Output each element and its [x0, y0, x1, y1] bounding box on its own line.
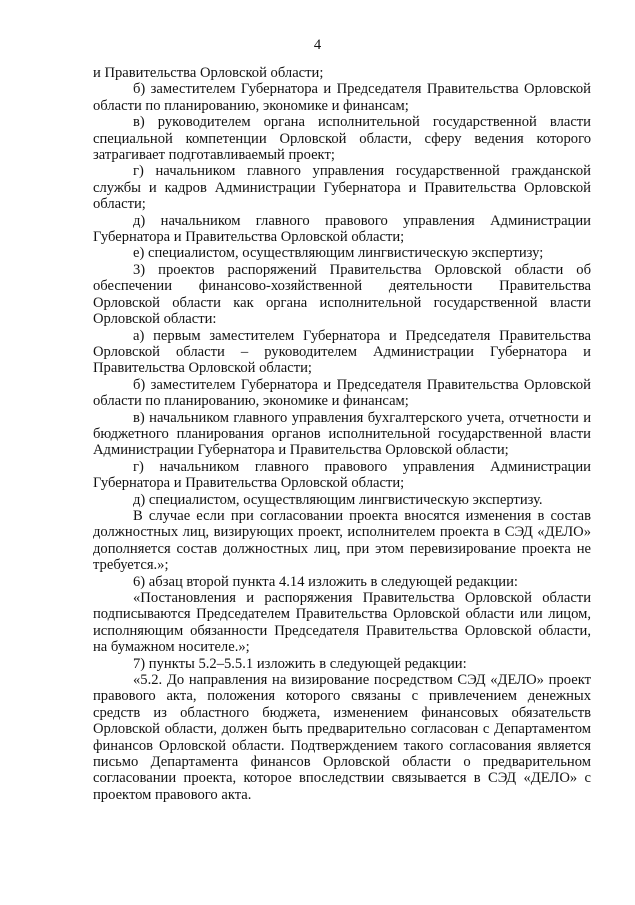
document-body [93, 65, 591, 803]
paragraph: д) начальником главного правового управления Администрации Губернатора и Правительства Орловской области; [93, 212, 591, 246]
paragraph: 7) пункты 5.2–5.5.1 изложить в следующей редакции: [133, 655, 467, 672]
paragraph: б) заместителем Губернатора и Председателя Правительства Орловской области по планированию, экономике и финансам; [93, 81, 591, 114]
paragraph: е) специалистом, осуществляющим лингвистическую экспертизу; [133, 245, 544, 262]
paragraph: в) начальником главного управления бухгалтерского учета, отчетности и бюджетного планирования органов исполнительной государственной власти Администрации Губернатора и Правительства Орловской области; [93, 409, 591, 459]
page-number: 4 [313, 37, 322, 53]
paragraph: б) заместителем Губернатора и Председателя Правительства Орловской области по планированию, экономике и финансам; [93, 376, 591, 410]
paragraph: «Постановления и распоряжения Правительства Орловской области подписываются Председателем Правительства Орловской области или лицом, исполняющим обязанности Председателя Правительства Орловской области, на бумажном носителе.»; [93, 590, 591, 656]
paragraph: 3) проектов распоряжений Правительства Орловской области об обеспечении финансово-хозяйственной деятельности Правительства Орловской области как органа исполнительной государственной власти Орловской области: [93, 261, 591, 328]
paragraph: и Правительства Орловской области; [93, 65, 324, 81]
paragraph: 6) абзац второй пункта 4.14 изложить в следующей редакции: [133, 573, 518, 590]
paragraph: д) специалистом, осуществляющим лингвистическую экспертизу. [133, 491, 543, 508]
paragraph: В случае если при согласовании проекта вносятся изменения в состав должностных лиц, визирующих проект, исполнителем проекта в СЭД «ДЕЛО» дополняется состав должностных лиц, при этом перевизирование проекта не требуется.»; [93, 507, 591, 574]
paragraph: а) первым заместителем Губернатора и Председателя Правительства Орловской области – руководителем Администрации Губернатора и Правительства Орловской области; [93, 327, 591, 377]
paragraph: г) начальником главного правового управления Администрации Губернатора и Правительства Орловской области; [93, 458, 591, 492]
paragraph: г) начальником главного управления государственной гражданской службы и кадров Администрации Губернатора и Правительства Орловской области; [93, 163, 591, 213]
paragraph: в) руководителем органа исполнительной государственной власти специальной компетенции Орловской области, сферу ведения которого затрагивает подготавливаемый проект; [93, 114, 591, 164]
paragraph: «5.2. До направления на визирование посредством СЭД «ДЕЛО» проект правового акта, положения которого связаны с привлечением денежных средств из областного бюджета, изменением финансовых обязательств Орловской области, должен быть предварительно согласован с Департаментом финансов Орловской области. Подтверждением такого согласования является письмо Департамента финансов Орловской области о предварительном согласовании проекта, которое впоследствии связывается в СЭД «ДЕЛО» с проектом правового акта. [93, 672, 591, 803]
